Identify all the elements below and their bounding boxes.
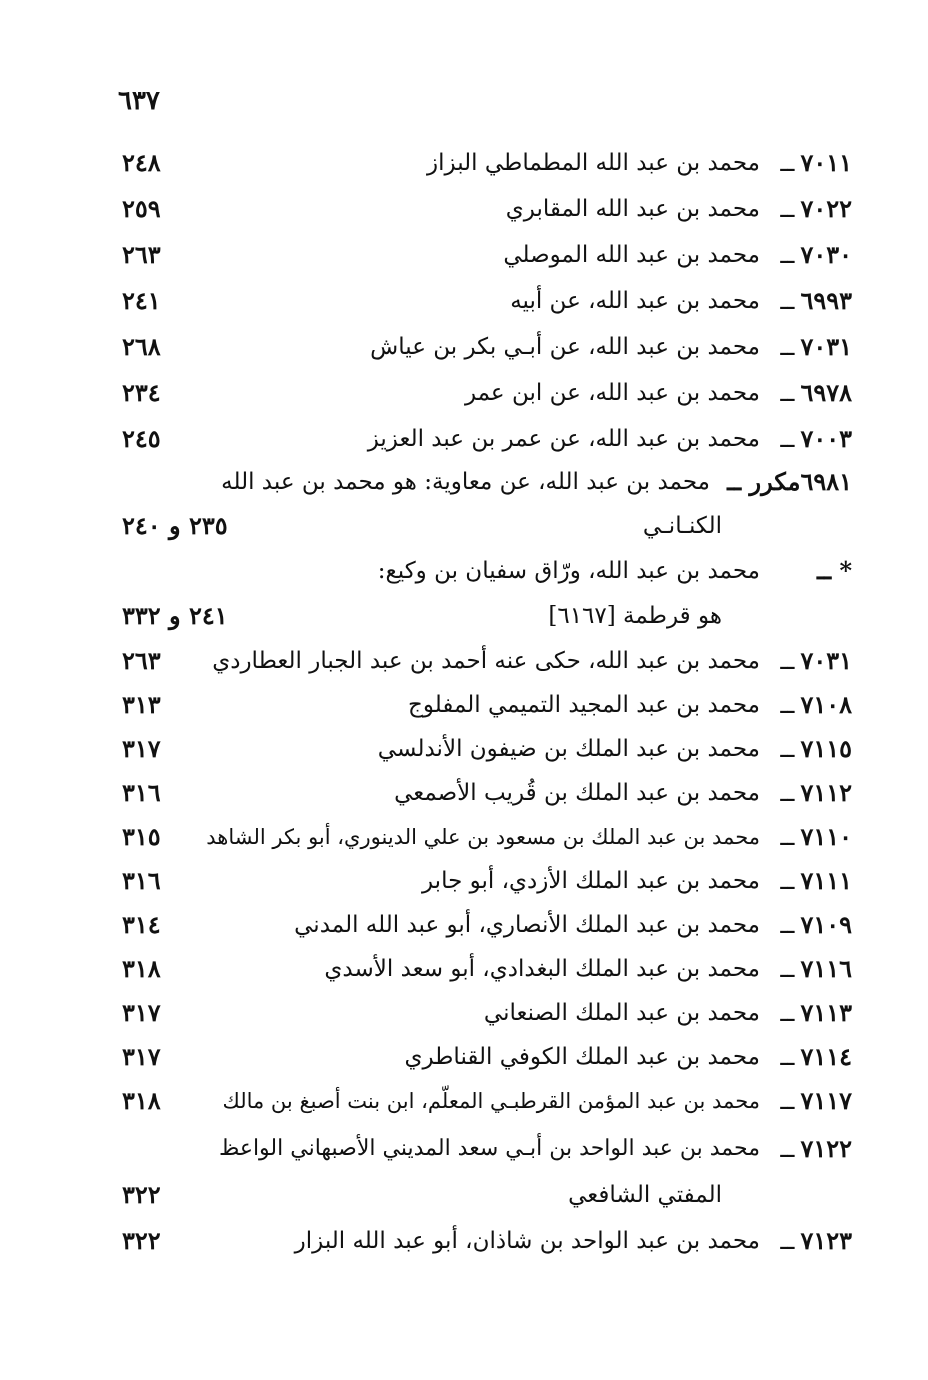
entry-name: محمد بن عبد الله، حكى عنه أحمد بن عبد الجبار العطاردي: [212, 648, 760, 674]
entry-number: ٧٠٣١ــ: [780, 332, 852, 361]
entry-number: ٧١٢٢ــ: [780, 1134, 852, 1163]
entry-number: ٦٩٧٨ــ: [780, 378, 852, 407]
asterisk-marker: * ــ: [817, 556, 852, 585]
index-entry: [112, 1129, 852, 1169]
entry-page: ٣١٥: [122, 822, 161, 851]
entry-name: محمد بن عبد الواحد بن أبـي سعد المديني الأصبهاني الواعظ: [218, 1136, 760, 1161]
entry-name: محمد بن عبد الله، عن أبيه: [510, 288, 760, 314]
entry-page: ٣٢٢: [122, 1226, 161, 1255]
entry-page: ٢٣٤: [122, 378, 161, 407]
index-entry-cross-reference: [112, 551, 852, 591]
index-entry: [112, 373, 852, 413]
entry-number: ٧١١١ــ: [780, 866, 852, 895]
entry-number: ٦٩٨١مكرر ــ: [727, 467, 852, 496]
entry-number: ٧١١٧ــ: [780, 1086, 852, 1115]
entry-number: ٧١٠٨ــ: [780, 690, 852, 719]
entry-name: محمد بن عبد المجيد التميمي المفلوج: [407, 692, 760, 718]
entry-name: محمد بن عبد الملك الأنصاري، أبو عبد الله المدني: [294, 912, 760, 938]
index-entry: [112, 419, 852, 459]
entry-name: محمد بن عبد الملك بن قُريب الأصمعي: [394, 780, 760, 806]
index-entry: [112, 281, 852, 321]
entry-name: محمد بن عبد الملك البغدادي، أبو سعد الأسدي: [324, 956, 760, 982]
index-entry: [112, 685, 852, 725]
index-entry: [112, 773, 852, 813]
index-entry: [112, 817, 852, 857]
entry-name: محمد بن عبد المؤمن القرطبـي المعلّم، ابن بنت أصبغ بن مالك: [222, 1089, 760, 1113]
cross-reference: هو قرطمة [٦١٦٧]: [548, 603, 722, 629]
entry-page: ٢٣٥ و ٢٤٠: [122, 511, 228, 540]
entry-page: ٣١٧: [122, 734, 161, 763]
entry-page: ٣١٣: [122, 690, 161, 719]
index-entry: [112, 1221, 852, 1261]
index-entry-repeated: [112, 462, 852, 502]
entry-number: ٧١٠٩ــ: [780, 910, 852, 939]
index-entry: [112, 949, 852, 989]
entry-page: ٣١٨: [122, 1086, 161, 1115]
entry-name: محمد بن عبد الله الموصلي: [503, 242, 760, 268]
entry-page: ٣١٦: [122, 778, 161, 807]
entry-number: ٧١١٥ــ: [780, 734, 852, 763]
index-entry: [112, 641, 852, 681]
entry-number: ٧١١٣ــ: [780, 998, 852, 1027]
entry-name: محمد بن عبد الملك الأزدي، أبو جابر: [421, 868, 760, 894]
entry-name: محمد بن عبد الله، عن عمر بن عبد العزيز: [367, 426, 760, 452]
entry-name-continuation: الكنـانـي: [642, 513, 722, 539]
index-entry: [112, 189, 852, 229]
index-entry: [112, 993, 852, 1033]
entry-page: ٣١٨: [122, 954, 161, 983]
entry-name: محمد بن عبد الله، ورّاق سفيان بن وكيع:: [377, 558, 760, 584]
entry-number: ٧٠٣٠ــ: [780, 240, 852, 269]
entry-number: ٧٠٢٢ــ: [780, 194, 852, 223]
entry-name: محمد بن عبد الله المطماطي البزاز: [427, 150, 760, 176]
index-entry: [112, 1081, 852, 1121]
entry-page: ٣١٦: [122, 866, 161, 895]
entry-page: ٢٤٥: [122, 424, 161, 453]
entry-page: ٢٦٨: [122, 332, 161, 361]
entry-name: محمد بن عبد الملك الكوفي القناطري: [404, 1044, 760, 1070]
entry-number: ٧١١٤ــ: [780, 1042, 852, 1071]
entry-name: محمد بن عبد الله، عن ابن عمر: [464, 380, 760, 406]
index-entry: [112, 861, 852, 901]
entry-number: ٧٠١١ــ: [780, 148, 852, 177]
index-entry-continuation: [112, 596, 852, 636]
entry-page: ٢٦٣: [122, 240, 161, 269]
entry-number: ٧١١٦ــ: [780, 954, 852, 983]
entry-number: ٧٠٠٣ــ: [780, 424, 852, 453]
entry-name: محمد بن عبد الملك الصنعاني: [483, 1000, 760, 1026]
entry-number: ٧٠٣١ــ: [780, 646, 852, 675]
entry-name: محمد بن عبد الله، عن أبـي بكر بن عياش: [370, 334, 760, 360]
entry-number: ٦٩٩٣ــ: [780, 286, 852, 315]
entry-page: ٢٥٩: [122, 194, 161, 223]
entry-name: محمد بن عبد الواحد بن شاذان، أبو عبد الله البزار: [294, 1228, 760, 1254]
entry-number: ٧١٢٣ــ: [780, 1226, 852, 1255]
entry-page: ٣١٧: [122, 998, 161, 1027]
entry-page: ٣٢٢: [122, 1180, 161, 1209]
entry-page: ٢٤١: [122, 286, 161, 315]
index-entry: [112, 1037, 852, 1077]
entry-page: ٢٤١ و ٣٣٢: [122, 601, 228, 630]
entry-name-continuation: المفتي الشافعي: [568, 1182, 722, 1208]
entry-page: ٣١٧: [122, 1042, 161, 1071]
entry-name: محمد بن عبد الله المقابري: [505, 196, 760, 222]
index-entry-continuation: [112, 1175, 852, 1215]
entry-name: محمد بن عبد الله، عن معاوية: هو محمد بن عبد الله: [221, 469, 710, 495]
entry-page: ٢٤٨: [122, 148, 161, 177]
entry-page: ٣١٤: [122, 910, 161, 939]
index-entry: [112, 905, 852, 945]
index-entry-continuation: [112, 506, 852, 546]
entry-name: محمد بن عبد الملك بن ضيفون الأندلسي: [377, 736, 760, 762]
index-entry: [112, 143, 852, 183]
entry-page: ٢٦٣: [122, 646, 161, 675]
entry-number: ٧١١٢ــ: [780, 778, 852, 807]
index-entry: [112, 729, 852, 769]
page-number: ٦٣٧: [118, 86, 160, 116]
index-entry: [112, 235, 852, 275]
entry-name: محمد بن عبد الملك بن مسعود بن علي الدينوري، أبو بكر الشاهد: [206, 825, 760, 849]
index-entry: [112, 327, 852, 367]
entry-number: ٧١١٠ــ: [780, 822, 852, 851]
